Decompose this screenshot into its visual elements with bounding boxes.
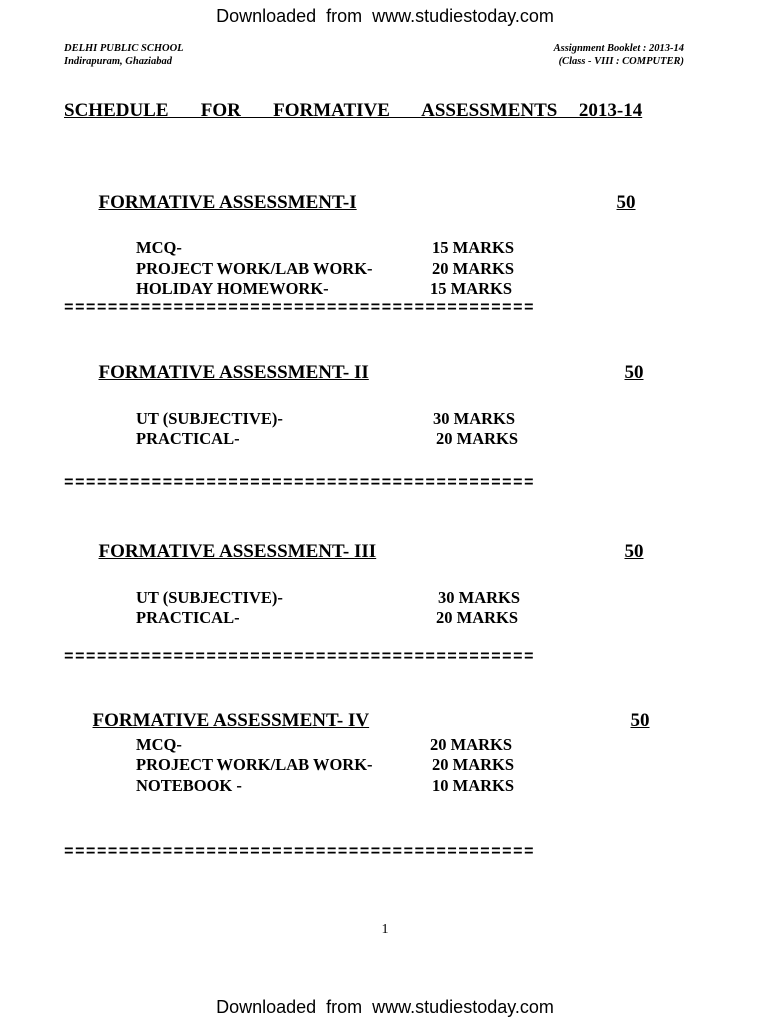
- item-label: UT (SUBJECTIVE)-: [136, 588, 283, 607]
- item-label: UT (SUBJECTIVE)-: [136, 409, 283, 428]
- separator-line: ===========================================: [64, 299, 535, 317]
- separator-line: ===========================================: [64, 843, 535, 861]
- item-marks: 30 MARKS: [433, 409, 516, 428]
- item-marks: 20 MARKS: [436, 608, 519, 627]
- item-marks: 20 MARKS: [436, 429, 519, 448]
- item-label: NOTEBOOK -: [136, 776, 242, 795]
- item-label: PRACTICAL-: [136, 608, 240, 627]
- section-heading-3: [89, 519, 644, 563]
- section-total: 50: [624, 541, 644, 562]
- item-marks: 20 MARKS: [432, 259, 515, 278]
- separator-line: ===========================================: [64, 474, 535, 492]
- item-marks: 15 MARKS: [430, 279, 513, 298]
- booklet-label: Assignment Booklet : 2013-14: [553, 43, 684, 54]
- download-banner-top: Downloaded from www.studiestoday.com: [216, 6, 554, 26]
- school-name: DELHI PUBLIC SCHOOL: [64, 43, 184, 54]
- item-label: HOLIDAY HOMEWORK-: [136, 279, 329, 298]
- download-banner-bottom: Downloaded from www.studiestoday.com: [216, 997, 554, 1017]
- section-total: 50: [624, 362, 644, 383]
- section-total: 50: [630, 710, 650, 731]
- page-title: SCHEDULE FOR FORMATIVE ASSESSMENTS 2013-14: [64, 100, 643, 121]
- item-label: MCQ-: [136, 238, 182, 257]
- section-title: FORMATIVE ASSESSMENT- II: [98, 362, 369, 383]
- section-total: 50: [616, 192, 636, 213]
- section-heading-2: [89, 340, 644, 384]
- class-label: (Class - VIII : COMPUTER): [558, 56, 684, 67]
- page-number: 1: [381, 922, 389, 937]
- item-marks: 30 MARKS: [438, 588, 521, 607]
- section-heading-4: [83, 688, 650, 732]
- school-location: Indirapuram, Ghaziabad: [64, 56, 172, 67]
- item-label: MCQ-: [136, 735, 182, 754]
- section-heading-1: [89, 170, 636, 214]
- separator-line: ===========================================: [64, 648, 535, 666]
- item-label: PROJECT WORK/LAB WORK-: [136, 259, 373, 278]
- item-label: PRACTICAL-: [136, 429, 240, 448]
- item-marks: 10 MARKS: [432, 776, 515, 795]
- item-marks: 20 MARKS: [432, 755, 515, 774]
- section-title: FORMATIVE ASSESSMENT- IV: [92, 710, 370, 731]
- section-title: FORMATIVE ASSESSMENT- III: [98, 541, 377, 562]
- item-label: PROJECT WORK/LAB WORK-: [136, 755, 373, 774]
- item-marks: 15 MARKS: [432, 238, 515, 257]
- section-title: FORMATIVE ASSESSMENT-I: [98, 192, 357, 213]
- item-marks: 20 MARKS: [430, 735, 513, 754]
